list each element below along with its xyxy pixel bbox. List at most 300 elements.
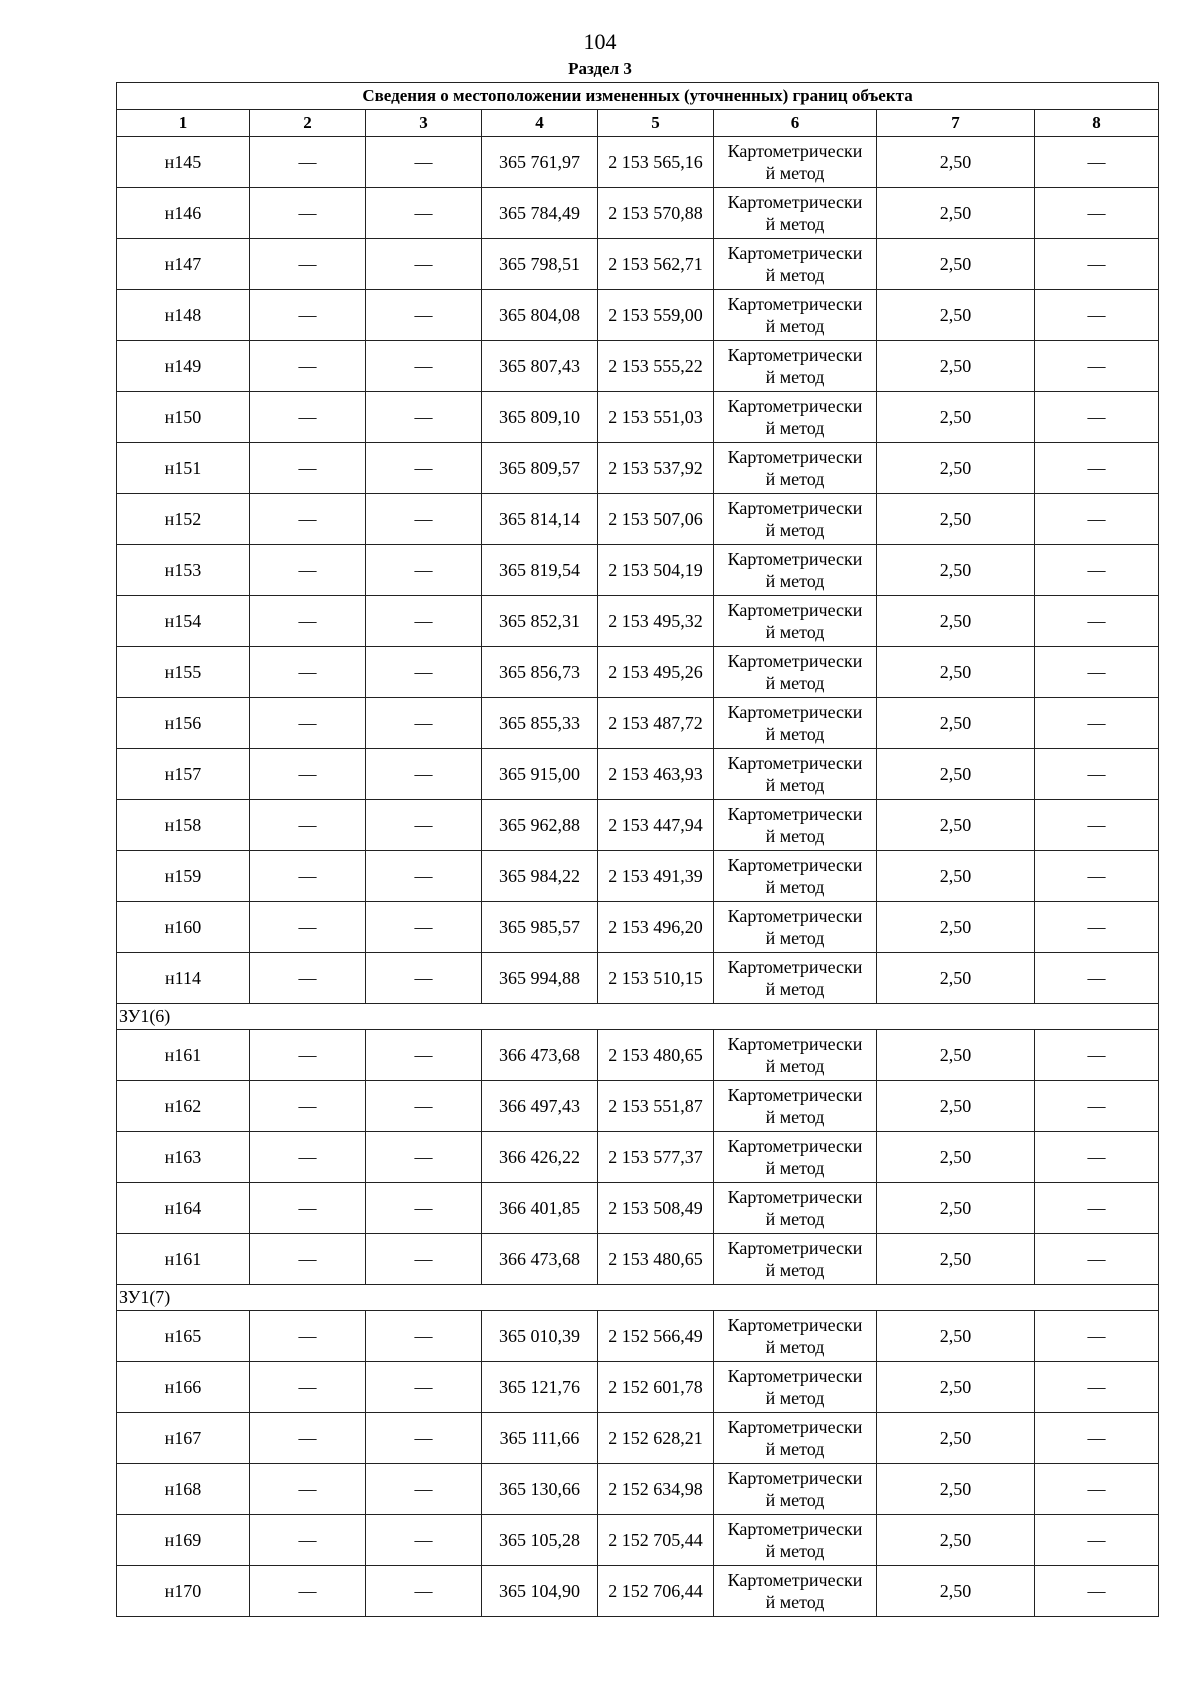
- y-coordinate-cell: 2 153 480,65: [598, 1234, 714, 1285]
- table-caption: Сведения о местоположении измененных (уточненных) границ объекта: [117, 83, 1159, 110]
- table-row: [117, 392, 1159, 443]
- dash-cell: —: [1035, 1362, 1159, 1413]
- method-line-1: Картометрически: [727, 753, 863, 773]
- y-coordinate-cell: 2 153 551,87: [598, 1081, 714, 1132]
- dash-cell: —: [366, 902, 482, 953]
- method-line-2: й метод: [765, 418, 825, 438]
- method-cell: [714, 749, 877, 800]
- method-cell: [714, 341, 877, 392]
- dash-cell: —: [1035, 137, 1159, 188]
- x-coordinate-cell: 365 130,66: [482, 1464, 598, 1515]
- x-coordinate-cell: 365 784,49: [482, 188, 598, 239]
- method-line-2: й метод: [765, 520, 825, 540]
- section-title: Раздел 3: [568, 59, 632, 78]
- dash-cell: —: [366, 1566, 482, 1617]
- dash-cell: —: [250, 392, 366, 443]
- accuracy-cell: 2,50: [877, 1030, 1035, 1081]
- x-coordinate-cell: 365 807,43: [482, 341, 598, 392]
- method-line-2: й метод: [765, 1592, 825, 1612]
- dash-cell: —: [250, 1566, 366, 1617]
- accuracy-cell: 2,50: [877, 902, 1035, 953]
- method-line-1: Картометрически: [727, 702, 863, 722]
- method-cell: [714, 1413, 877, 1464]
- method-line-2: й метод: [765, 1209, 825, 1229]
- dash-cell: —: [366, 545, 482, 596]
- method-line-2: й метод: [765, 316, 825, 336]
- dash-cell: —: [366, 1413, 482, 1464]
- accuracy-cell: 2,50: [877, 188, 1035, 239]
- accuracy-cell: 2,50: [877, 545, 1035, 596]
- dash-cell: —: [366, 1183, 482, 1234]
- y-coordinate-cell: 2 152 706,44: [598, 1566, 714, 1617]
- point-id-cell: н164: [117, 1183, 250, 1234]
- method-cell: [714, 1464, 877, 1515]
- y-coordinate-cell: 2 152 634,98: [598, 1464, 714, 1515]
- method-line-2: й метод: [765, 265, 825, 285]
- accuracy-cell: 2,50: [877, 647, 1035, 698]
- x-coordinate-cell: 365 809,10: [482, 392, 598, 443]
- dash-cell: —: [366, 953, 482, 1004]
- table-row: [117, 1515, 1159, 1566]
- dash-cell: —: [1035, 1464, 1159, 1515]
- method-cell: [714, 800, 877, 851]
- table-row: [117, 1413, 1159, 1464]
- x-coordinate-cell: 365 798,51: [482, 239, 598, 290]
- point-id-cell: н161: [117, 1234, 250, 1285]
- method-line-2: й метод: [765, 1388, 825, 1408]
- dash-cell: —: [1035, 1030, 1159, 1081]
- dash-cell: —: [250, 647, 366, 698]
- method-line-1: Картометрически: [727, 1034, 863, 1054]
- method-cell: [714, 1183, 877, 1234]
- point-id-cell: н145: [117, 137, 250, 188]
- group-row: [117, 1285, 1159, 1311]
- method-cell: [714, 953, 877, 1004]
- method-line-2: й метод: [765, 367, 825, 387]
- method-line-2: й метод: [765, 1056, 825, 1076]
- point-id-cell: н158: [117, 800, 250, 851]
- method-line-1: Картометрически: [727, 1315, 863, 1335]
- method-cell: [714, 137, 877, 188]
- method-line-2: й метод: [765, 775, 825, 795]
- column-number: 6: [714, 110, 877, 137]
- dash-cell: —: [366, 1362, 482, 1413]
- method-cell: [714, 698, 877, 749]
- accuracy-cell: 2,50: [877, 749, 1035, 800]
- dash-cell: —: [366, 239, 482, 290]
- accuracy-cell: 2,50: [877, 290, 1035, 341]
- method-cell: [714, 1311, 877, 1362]
- x-coordinate-cell: 366 473,68: [482, 1234, 598, 1285]
- table-row: [117, 1311, 1159, 1362]
- group-label: ЗУ1(6): [117, 1004, 1159, 1030]
- method-line-1: Картометрически: [727, 396, 863, 416]
- y-coordinate-cell: 2 153 480,65: [598, 1030, 714, 1081]
- group-row: [117, 1004, 1159, 1030]
- dash-cell: —: [1035, 1234, 1159, 1285]
- method-cell: [714, 1362, 877, 1413]
- dash-cell: —: [1035, 443, 1159, 494]
- method-line-2: й метод: [765, 571, 825, 591]
- accuracy-cell: 2,50: [877, 1311, 1035, 1362]
- table-row: [117, 1132, 1159, 1183]
- x-coordinate-cell: 365 962,88: [482, 800, 598, 851]
- point-id-cell: н161: [117, 1030, 250, 1081]
- table-row: [117, 188, 1159, 239]
- table-row: [117, 137, 1159, 188]
- dash-cell: —: [366, 1311, 482, 1362]
- method-line-1: Картометрически: [727, 1187, 863, 1207]
- x-coordinate-cell: 365 814,14: [482, 494, 598, 545]
- column-number: 1: [117, 110, 250, 137]
- dash-cell: —: [366, 290, 482, 341]
- x-coordinate-cell: 365 985,57: [482, 902, 598, 953]
- accuracy-cell: 2,50: [877, 953, 1035, 1004]
- method-line-1: Картометрически: [727, 498, 863, 518]
- dash-cell: —: [250, 1515, 366, 1566]
- table-row: [117, 545, 1159, 596]
- y-coordinate-cell: 2 153 565,16: [598, 137, 714, 188]
- y-coordinate-cell: 2 153 495,26: [598, 647, 714, 698]
- point-id-cell: н155: [117, 647, 250, 698]
- dash-cell: —: [366, 749, 482, 800]
- dash-cell: —: [250, 698, 366, 749]
- dash-cell: —: [1035, 392, 1159, 443]
- dash-cell: —: [1035, 851, 1159, 902]
- method-cell: [714, 851, 877, 902]
- y-coordinate-cell: 2 153 463,93: [598, 749, 714, 800]
- dash-cell: —: [366, 647, 482, 698]
- y-coordinate-cell: 2 153 487,72: [598, 698, 714, 749]
- method-line-1: Картометрически: [727, 294, 863, 314]
- point-id-cell: н162: [117, 1081, 250, 1132]
- method-line-1: Картометрически: [727, 447, 863, 467]
- column-number: 4: [482, 110, 598, 137]
- point-id-cell: н170: [117, 1566, 250, 1617]
- point-id-cell: н150: [117, 392, 250, 443]
- method-line-1: Картометрически: [727, 600, 863, 620]
- method-line-2: й метод: [765, 1490, 825, 1510]
- x-coordinate-cell: 365 105,28: [482, 1515, 598, 1566]
- point-id-cell: н169: [117, 1515, 250, 1566]
- dash-cell: —: [1035, 239, 1159, 290]
- group-label: ЗУ1(7): [117, 1285, 1159, 1311]
- dash-cell: —: [1035, 494, 1159, 545]
- dash-cell: —: [250, 851, 366, 902]
- dash-cell: —: [366, 800, 482, 851]
- y-coordinate-cell: 2 153 577,37: [598, 1132, 714, 1183]
- column-number: 8: [1035, 110, 1159, 137]
- method-line-1: Картометрически: [727, 192, 863, 212]
- accuracy-cell: 2,50: [877, 1566, 1035, 1617]
- dash-cell: —: [366, 698, 482, 749]
- dash-cell: —: [250, 800, 366, 851]
- dash-cell: —: [250, 1030, 366, 1081]
- method-cell: [714, 545, 877, 596]
- dash-cell: —: [250, 596, 366, 647]
- dash-cell: —: [1035, 698, 1159, 749]
- method-cell: [714, 902, 877, 953]
- x-coordinate-cell: 365 804,08: [482, 290, 598, 341]
- accuracy-cell: 2,50: [877, 596, 1035, 647]
- y-coordinate-cell: 2 153 447,94: [598, 800, 714, 851]
- dash-cell: —: [250, 1132, 366, 1183]
- dash-cell: —: [250, 443, 366, 494]
- accuracy-cell: 2,50: [877, 1081, 1035, 1132]
- table-body: [117, 83, 1159, 1617]
- method-line-2: й метод: [765, 1107, 825, 1127]
- dash-cell: —: [366, 1515, 482, 1566]
- table-row: [117, 800, 1159, 851]
- x-coordinate-cell: 366 401,85: [482, 1183, 598, 1234]
- x-coordinate-cell: 365 915,00: [482, 749, 598, 800]
- dash-cell: —: [250, 902, 366, 953]
- method-cell: [714, 494, 877, 545]
- dash-cell: —: [1035, 290, 1159, 341]
- x-coordinate-cell: 366 426,22: [482, 1132, 598, 1183]
- accuracy-cell: 2,50: [877, 851, 1035, 902]
- dash-cell: —: [1035, 1081, 1159, 1132]
- table-row: [117, 902, 1159, 953]
- method-cell: [714, 1566, 877, 1617]
- x-coordinate-cell: 365 855,33: [482, 698, 598, 749]
- table-row: [117, 1234, 1159, 1285]
- dash-cell: —: [250, 341, 366, 392]
- accuracy-cell: 2,50: [877, 1464, 1035, 1515]
- method-line-1: Картометрически: [727, 1519, 863, 1539]
- dash-cell: —: [1035, 647, 1159, 698]
- accuracy-cell: 2,50: [877, 239, 1035, 290]
- dash-cell: —: [366, 494, 482, 545]
- point-id-cell: н156: [117, 698, 250, 749]
- method-cell: [714, 443, 877, 494]
- y-coordinate-cell: 2 153 504,19: [598, 545, 714, 596]
- y-coordinate-cell: 2 153 491,39: [598, 851, 714, 902]
- y-coordinate-cell: 2 153 570,88: [598, 188, 714, 239]
- dash-cell: —: [1035, 1183, 1159, 1234]
- dash-cell: —: [366, 137, 482, 188]
- point-id-cell: н148: [117, 290, 250, 341]
- point-id-cell: н154: [117, 596, 250, 647]
- table-row: [117, 749, 1159, 800]
- accuracy-cell: 2,50: [877, 137, 1035, 188]
- dash-cell: —: [1035, 545, 1159, 596]
- column-number-row: [117, 110, 1159, 137]
- dash-cell: —: [366, 1234, 482, 1285]
- y-coordinate-cell: 2 153 537,92: [598, 443, 714, 494]
- point-id-cell: н167: [117, 1413, 250, 1464]
- accuracy-cell: 2,50: [877, 1515, 1035, 1566]
- column-number: 5: [598, 110, 714, 137]
- method-line-2: й метод: [765, 469, 825, 489]
- method-line-2: й метод: [765, 163, 825, 183]
- accuracy-cell: 2,50: [877, 800, 1035, 851]
- dash-cell: —: [250, 1464, 366, 1515]
- dash-cell: —: [1035, 902, 1159, 953]
- table-row: [117, 1464, 1159, 1515]
- point-id-cell: н146: [117, 188, 250, 239]
- dash-cell: —: [1035, 1311, 1159, 1362]
- method-cell: [714, 596, 877, 647]
- table-row: [117, 1566, 1159, 1617]
- accuracy-cell: 2,50: [877, 392, 1035, 443]
- dash-cell: —: [250, 953, 366, 1004]
- method-line-1: Картометрически: [727, 906, 863, 926]
- y-coordinate-cell: 2 153 496,20: [598, 902, 714, 953]
- method-cell: [714, 290, 877, 341]
- accuracy-cell: 2,50: [877, 698, 1035, 749]
- column-number: 3: [366, 110, 482, 137]
- x-coordinate-cell: 365 761,97: [482, 137, 598, 188]
- dash-cell: —: [250, 188, 366, 239]
- dash-cell: —: [366, 1030, 482, 1081]
- method-line-1: Картометрически: [727, 1570, 863, 1590]
- dash-cell: —: [250, 1234, 366, 1285]
- method-line-1: Картометрически: [727, 549, 863, 569]
- table-row: [117, 851, 1159, 902]
- dash-cell: —: [1035, 1515, 1159, 1566]
- method-line-1: Картометрически: [727, 141, 863, 161]
- dash-cell: —: [250, 1362, 366, 1413]
- y-coordinate-cell: 2 153 508,49: [598, 1183, 714, 1234]
- x-coordinate-cell: 365 984,22: [482, 851, 598, 902]
- x-coordinate-cell: 365 852,31: [482, 596, 598, 647]
- method-cell: [714, 1081, 877, 1132]
- dash-cell: —: [250, 749, 366, 800]
- table-row: [117, 698, 1159, 749]
- table-row: [117, 239, 1159, 290]
- accuracy-cell: 2,50: [877, 1413, 1035, 1464]
- accuracy-cell: 2,50: [877, 1362, 1035, 1413]
- y-coordinate-cell: 2 153 551,03: [598, 392, 714, 443]
- point-id-cell: н160: [117, 902, 250, 953]
- method-line-1: Картометрически: [727, 345, 863, 365]
- dash-cell: —: [1035, 800, 1159, 851]
- point-id-cell: н157: [117, 749, 250, 800]
- x-coordinate-cell: 365 104,90: [482, 1566, 598, 1617]
- x-coordinate-cell: 365 856,73: [482, 647, 598, 698]
- dash-cell: —: [1035, 1566, 1159, 1617]
- method-cell: [714, 188, 877, 239]
- point-id-cell: н165: [117, 1311, 250, 1362]
- y-coordinate-cell: 2 153 507,06: [598, 494, 714, 545]
- dash-cell: —: [250, 1413, 366, 1464]
- accuracy-cell: 2,50: [877, 494, 1035, 545]
- column-number: 7: [877, 110, 1035, 137]
- accuracy-cell: 2,50: [877, 1183, 1035, 1234]
- x-coordinate-cell: 365 809,57: [482, 443, 598, 494]
- y-coordinate-cell: 2 153 559,00: [598, 290, 714, 341]
- table-row: [117, 953, 1159, 1004]
- method-line-2: й метод: [765, 1439, 825, 1459]
- accuracy-cell: 2,50: [877, 1234, 1035, 1285]
- point-id-cell: н159: [117, 851, 250, 902]
- method-line-2: й метод: [765, 877, 825, 897]
- dash-cell: —: [366, 392, 482, 443]
- point-id-cell: н147: [117, 239, 250, 290]
- method-line-1: Картометрически: [727, 1366, 863, 1386]
- dash-cell: —: [366, 188, 482, 239]
- method-cell: [714, 1030, 877, 1081]
- method-line-2: й метод: [765, 673, 825, 693]
- y-coordinate-cell: 2 153 562,71: [598, 239, 714, 290]
- table-row: [117, 1030, 1159, 1081]
- dash-cell: —: [366, 851, 482, 902]
- y-coordinate-cell: 2 152 601,78: [598, 1362, 714, 1413]
- point-id-cell: н151: [117, 443, 250, 494]
- point-id-cell: н114: [117, 953, 250, 1004]
- table-row: [117, 290, 1159, 341]
- dash-cell: —: [366, 1132, 482, 1183]
- method-line-2: й метод: [765, 979, 825, 999]
- dash-cell: —: [1035, 341, 1159, 392]
- method-line-1: Картометрически: [727, 651, 863, 671]
- dash-cell: —: [250, 1081, 366, 1132]
- method-cell: [714, 1132, 877, 1183]
- method-line-2: й метод: [765, 1337, 825, 1357]
- dash-cell: —: [250, 1183, 366, 1234]
- coordinates-table: [116, 82, 1159, 1617]
- method-line-1: Картометрически: [727, 957, 863, 977]
- point-id-cell: н152: [117, 494, 250, 545]
- dash-cell: —: [250, 290, 366, 341]
- method-line-2: й метод: [765, 1541, 825, 1561]
- x-coordinate-cell: 365 111,66: [482, 1413, 598, 1464]
- y-coordinate-cell: 2 153 510,15: [598, 953, 714, 1004]
- dash-cell: —: [1035, 596, 1159, 647]
- method-line-1: Картометрически: [727, 243, 863, 263]
- x-coordinate-cell: 365 010,39: [482, 1311, 598, 1362]
- table-row: [117, 1362, 1159, 1413]
- accuracy-cell: 2,50: [877, 443, 1035, 494]
- method-cell: [714, 239, 877, 290]
- column-number: 2: [250, 110, 366, 137]
- x-coordinate-cell: 366 473,68: [482, 1030, 598, 1081]
- table-row: [117, 1183, 1159, 1234]
- accuracy-cell: 2,50: [877, 1132, 1035, 1183]
- y-coordinate-cell: 2 152 705,44: [598, 1515, 714, 1566]
- y-coordinate-cell: 2 153 495,32: [598, 596, 714, 647]
- dash-cell: —: [1035, 953, 1159, 1004]
- table-row: [117, 1081, 1159, 1132]
- page-number: 104: [583, 29, 617, 54]
- dash-cell: —: [250, 545, 366, 596]
- accuracy-cell: 2,50: [877, 341, 1035, 392]
- point-id-cell: н168: [117, 1464, 250, 1515]
- table-row: [117, 494, 1159, 545]
- y-coordinate-cell: 2 153 555,22: [598, 341, 714, 392]
- method-line-2: й метод: [765, 214, 825, 234]
- dash-cell: —: [366, 596, 482, 647]
- method-line-1: Картометрически: [727, 804, 863, 824]
- point-id-cell: н163: [117, 1132, 250, 1183]
- method-cell: [714, 1515, 877, 1566]
- table-row: [117, 596, 1159, 647]
- x-coordinate-cell: 366 497,43: [482, 1081, 598, 1132]
- dash-cell: —: [366, 1464, 482, 1515]
- dash-cell: —: [366, 1081, 482, 1132]
- method-line-1: Картометрически: [727, 1136, 863, 1156]
- dash-cell: —: [1035, 1413, 1159, 1464]
- table-row: [117, 443, 1159, 494]
- x-coordinate-cell: 365 994,88: [482, 953, 598, 1004]
- dash-cell: —: [1035, 1132, 1159, 1183]
- method-cell: [714, 647, 877, 698]
- method-line-1: Картометрически: [727, 1468, 863, 1488]
- method-cell: [714, 1234, 877, 1285]
- y-coordinate-cell: 2 152 566,49: [598, 1311, 714, 1362]
- dash-cell: —: [1035, 188, 1159, 239]
